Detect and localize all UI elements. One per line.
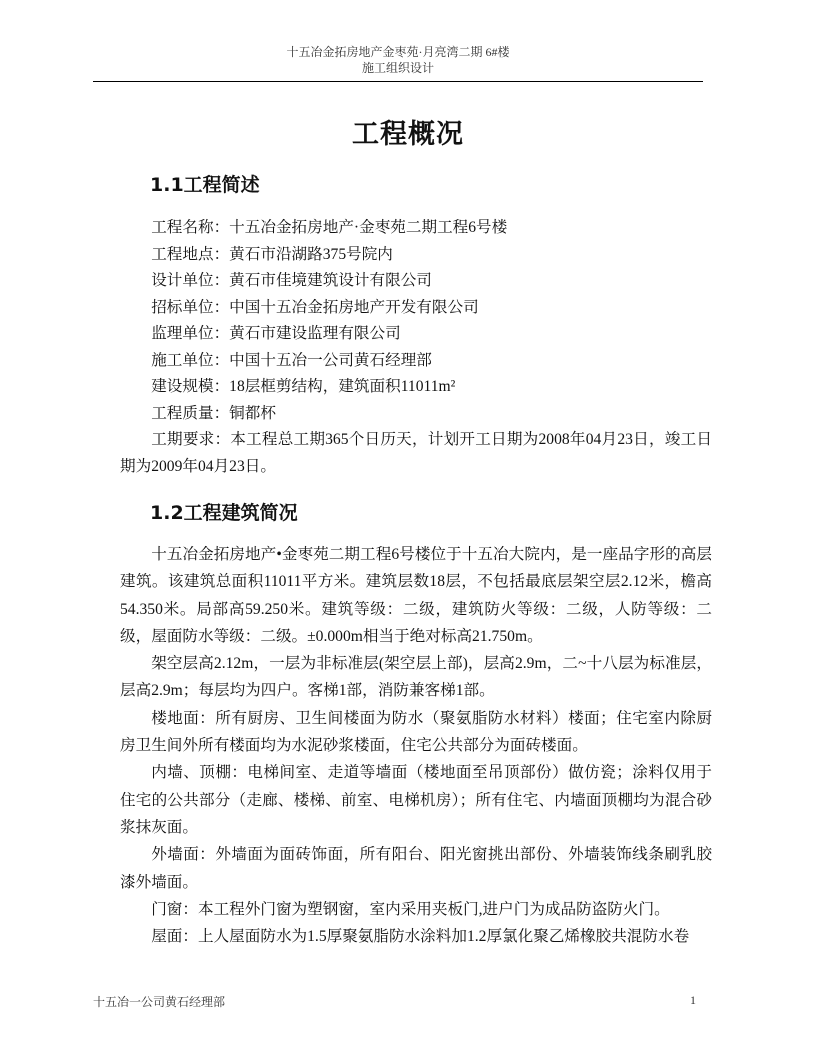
info-item: 工程质量：铜都杯: [151, 404, 276, 422]
header-line2: 施工组织设计: [361, 61, 434, 75]
info-item: 监理单位：黄石市建设监理有限公司: [151, 325, 401, 342]
info-item: 工期要求：本工程总工期365个日历天，计划开工日期为2008年04月23日，竣工日期为2009年04月23日。: [120, 431, 712, 475]
paragraph: 架空层高2.12m，一层为非标准层(架空层上部)，层高2.9m，二~十八层为标准层，层高2.9m；每层均为四户。客梯1部，消防兼客梯1部。: [120, 655, 712, 700]
info-item: 设计单位：黄石市佳境建筑设计有限公司: [151, 272, 432, 289]
page-number: 1: [690, 993, 696, 1007]
page-title: 工程概况: [352, 119, 464, 150]
paragraph: 外墙面：外墙面为面砖饰面，所有阳台、阳光窗挑出部份、外墙装饰线条刷乳胶漆外墙面。: [120, 846, 712, 891]
info-item: 施工单位：中国十五冶一公司黄石经理部: [151, 351, 432, 369]
header-line1: 十五冶金拓房地产金枣苑·月亮湾二期 6#楼: [286, 45, 510, 59]
section-1-body: [120, 215, 712, 480]
header-divider: [93, 81, 703, 82]
footer-company: 十五冶一公司黄石经理部: [93, 995, 226, 1009]
section-2-body: [120, 541, 712, 950]
paragraph: 十五冶金拓房地产•金枣苑二期工程6号楼位于十五冶大院内，是一座品字形的高层建筑。该建筑总面积11011平方米。建筑层数18层，不包括最底层架空层2.12米，檐高54.350米。局部高59.250米。建筑等级：二级，建筑防火等级：二级，人防等级：二级，屋面防水等级：二级。±0.000m相当于绝对标高21.750m。: [120, 546, 712, 645]
info-item: 建设规模：18层框剪结构，建筑面积11011m²: [151, 378, 456, 395]
section-heading-1-2: 1.2工程建筑简况: [150, 502, 298, 524]
paragraph: 内墙、顶棚：电梯间室、走道等墙面（楼地面至吊顶部份）做仿瓷；涂料仅用于住宅的公共部分（走廊、楼梯、前室、电梯机房）；所有住宅、内墙面顶棚均为混合砂浆抹灰面。: [120, 764, 712, 836]
page-header: [93, 44, 703, 76]
paragraph: 楼地面：所有厨房、卫生间楼面为防水（聚氨脂防水材料）楼面；住宅室内除厨房卫生间外所有楼面均为水泥砂浆楼面，住宅公共部分为面砖楼面。: [120, 709, 712, 755]
paragraph: 屋面：上人屋面防水为1.5厚聚氨脂防水涂料加1.2厚氯化聚乙烯橡胶共混防水卷: [151, 928, 690, 946]
info-item: 工程名称：十五冶金拓房地产·金枣苑二期工程6号楼: [151, 219, 508, 236]
section-heading-1-1: 1.1工程简述: [150, 174, 260, 196]
info-item: 招标单位：中国十五冶金拓房地产开发有限公司: [151, 298, 479, 316]
paragraph: 门窗：本工程外门窗为塑钢窗，室内采用夹板门,进户门为成品防盗防火门。: [151, 900, 670, 918]
info-item: 工程地点：黄石市沿湖路375号院内: [151, 245, 393, 263]
